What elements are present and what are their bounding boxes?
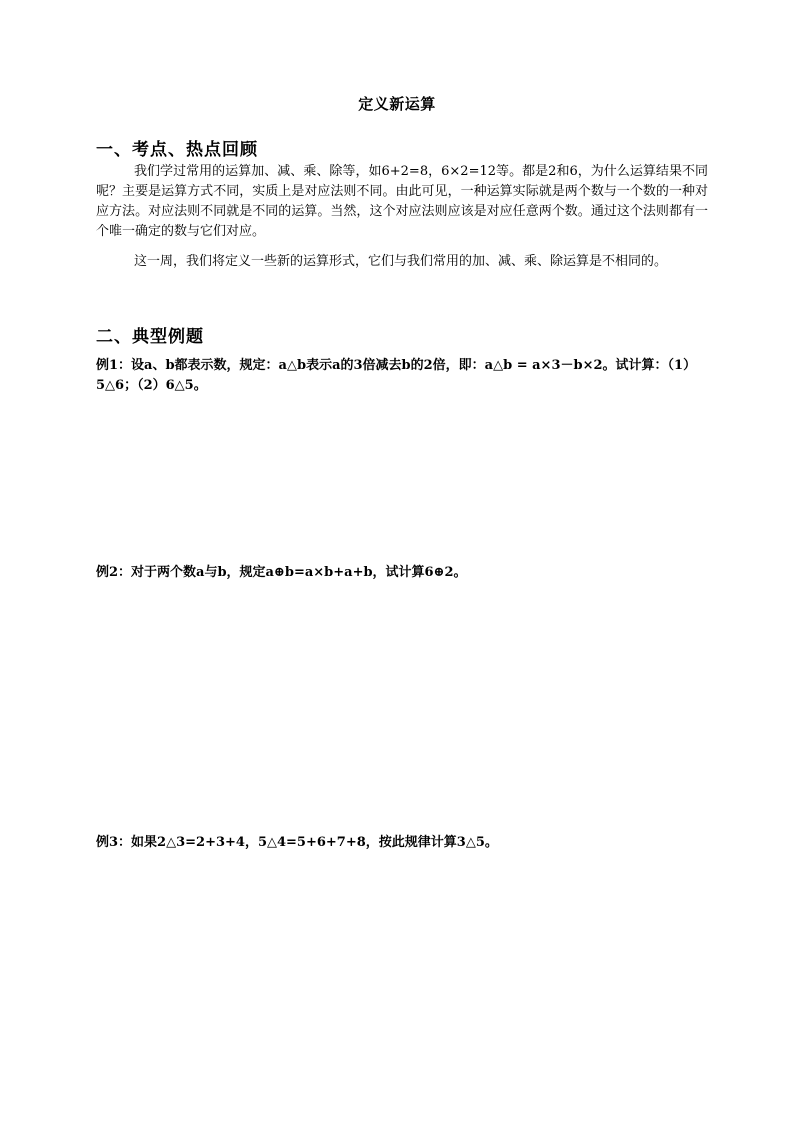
review-paragraph-1: 我们学过常用的运算加、减、乘、除等，如6+2=8，6×2=12等。都是2和6，为什么运算结果不同呢？主要是运算方式不同，实质上是对应法则不同。由此可见，一种运算实际就是两个数与一个数的一种对应方法。对应法则不同就是不同的运算。当然，这个对应法则应该是对应任意两个数。通过这个法则都有一个唯一确定的数与它们对应。 bbox=[96, 164, 708, 239]
section-heading-review: 一、考点、热点回顾 bbox=[96, 140, 258, 160]
section-heading-examples: 二、典型例题 bbox=[96, 327, 204, 347]
review-paragraph-2: 这一周，我们将定义一些新的运算形式，它们与我们常用的加、减、乘、除运算是不相同的。 bbox=[134, 254, 668, 269]
example-2: 例2：对于两个数a与b，规定a⊕b=a×b+a+b，试计算6⊕2。 bbox=[96, 565, 467, 580]
page-title: 定义新运算 bbox=[358, 95, 436, 113]
example-3: 例3：如果2△3=2+3+4，5△4=5+6+7+8，按此规律计算3△5。 bbox=[96, 835, 498, 850]
example-1: 例1：设a、b都表示数，规定：a△b表示a的3倍减去b的2倍，即：a△b = a×3－b×2。试计算：（1）5△6；（2）6△5。 bbox=[96, 358, 697, 393]
